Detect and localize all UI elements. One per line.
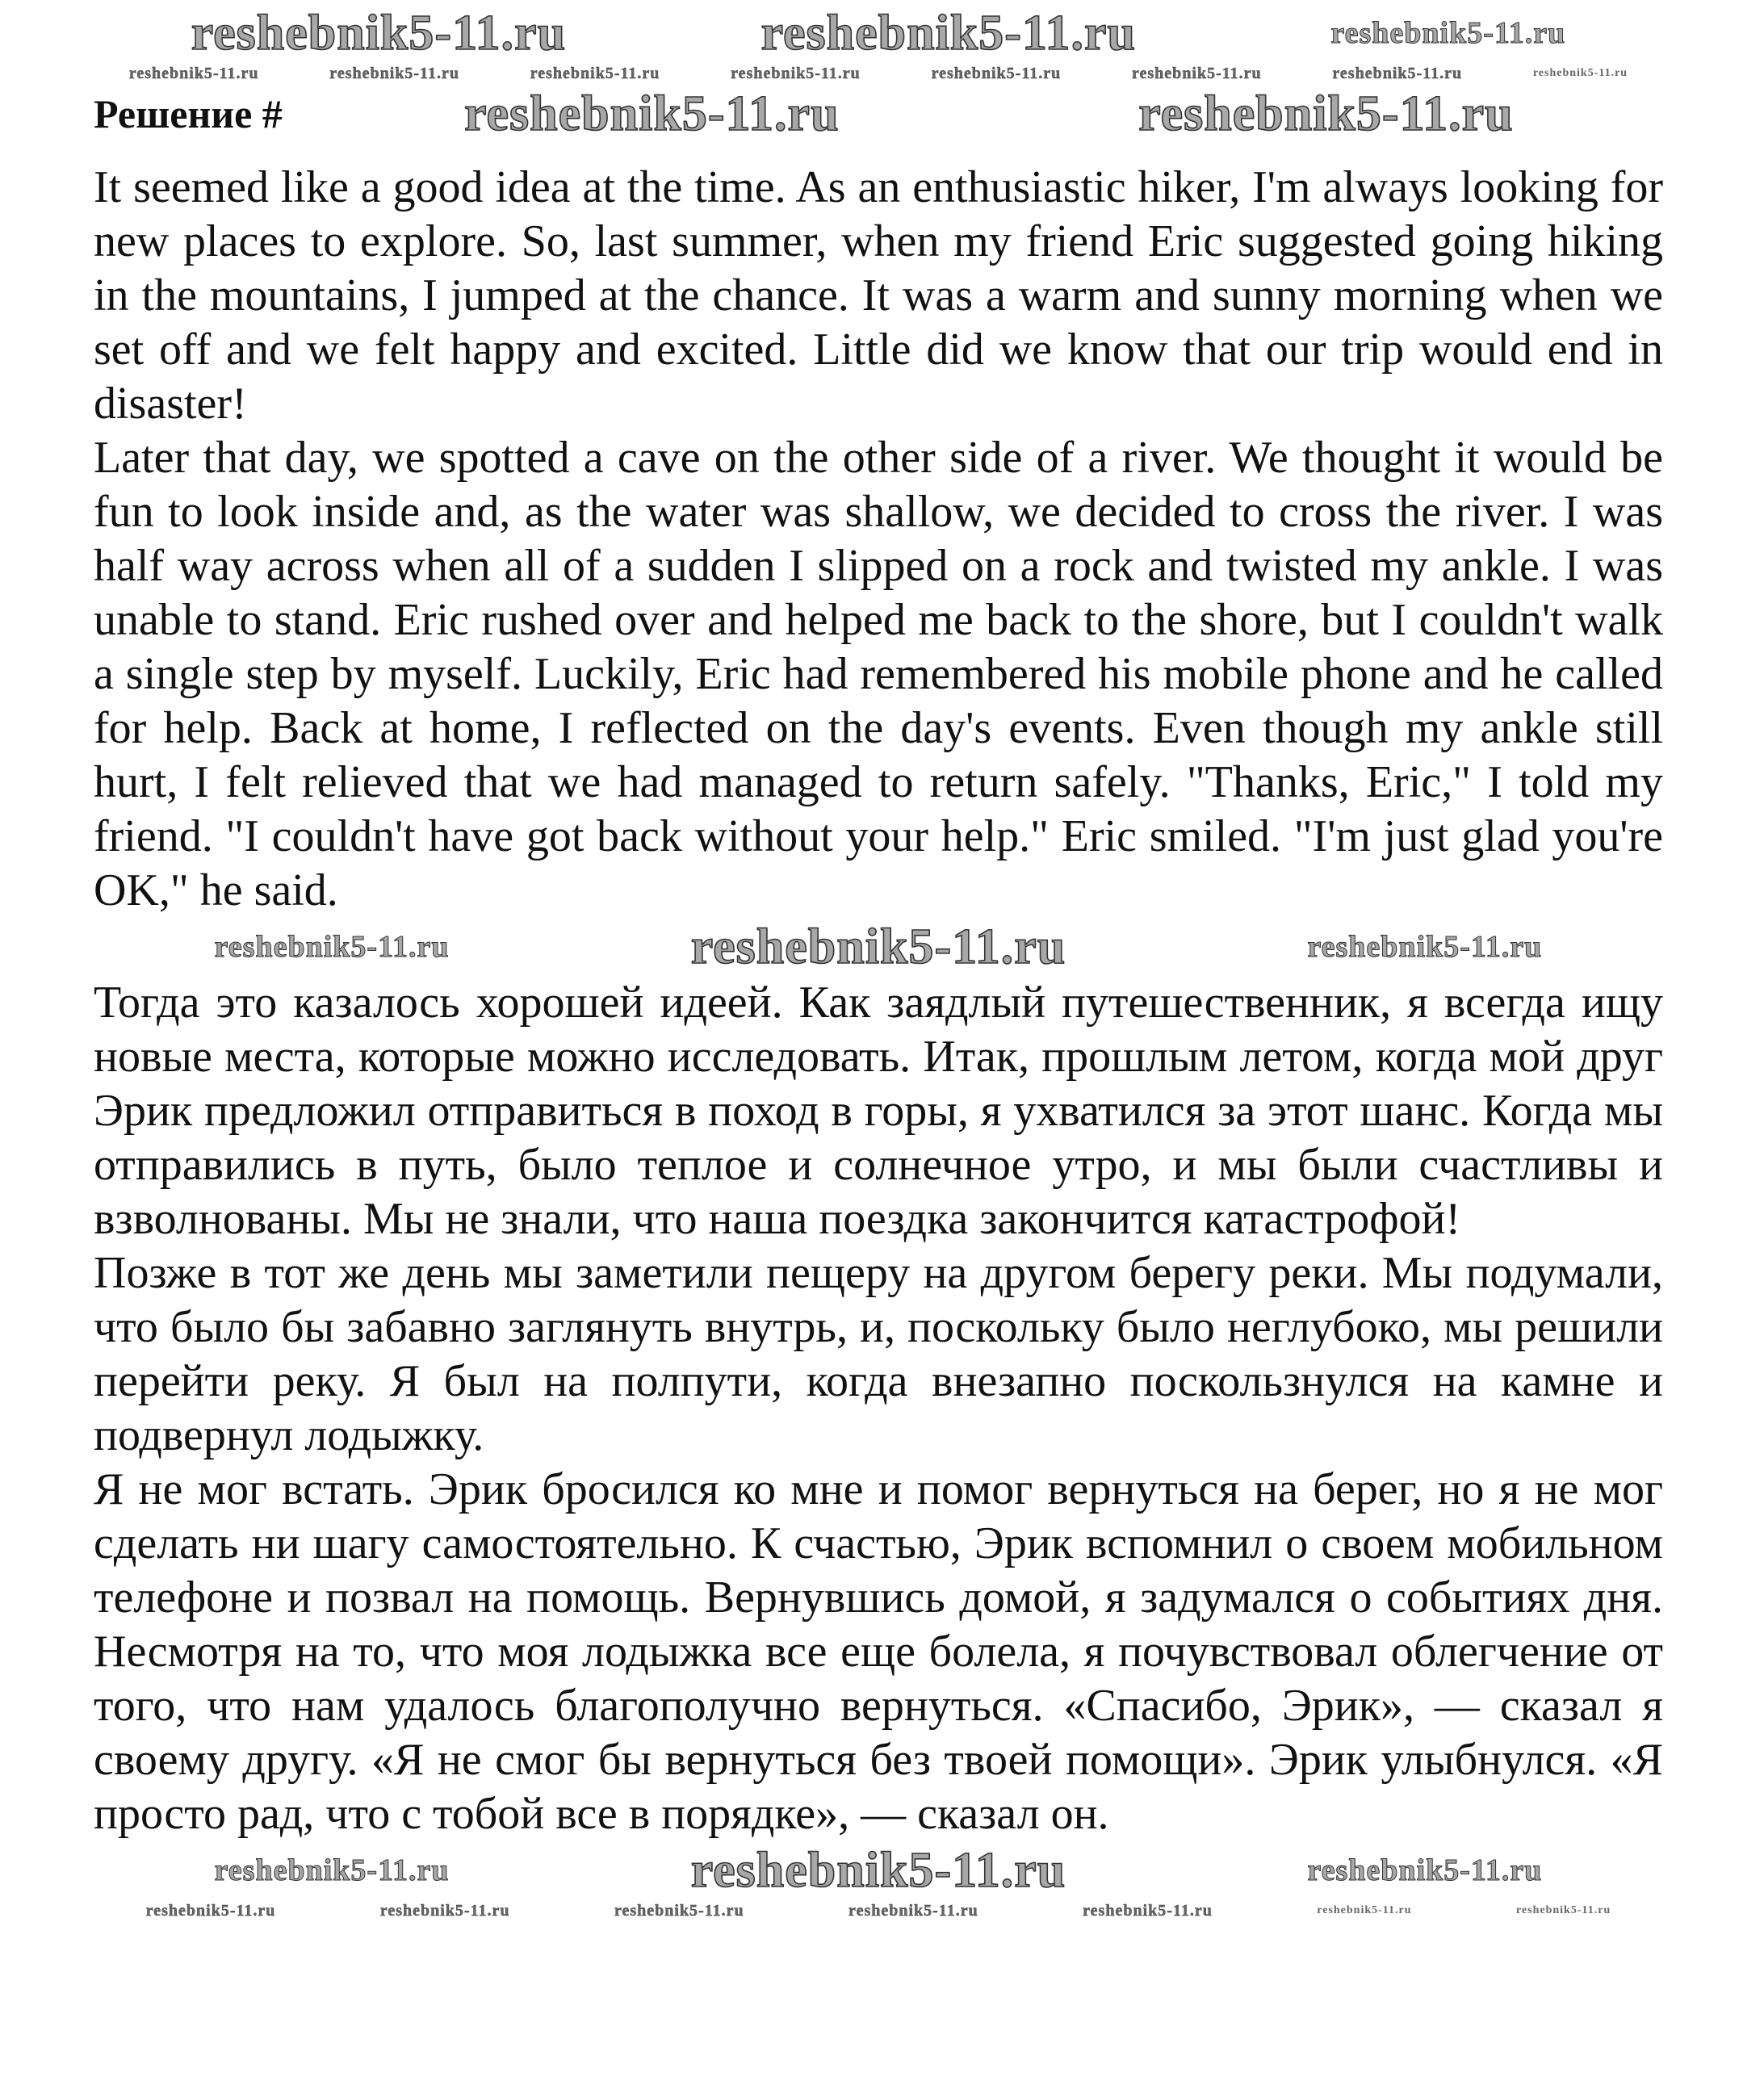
russian-paragraph-2: Позже в тот же день мы заметили пещеру на другом берегу реки. Мы подумали, что было бы забавно заглянуть внутрь, и, поскольку было неглубоко, мы решили перейти реку. Я был на полпути, когда внезапно поскользнулся на камне и подвернул лодыжку.	[94, 1248, 1663, 1460]
solution-heading: Решение #	[94, 91, 283, 136]
english-paragraph-2: Later that day, we spotted a cave on the other side of a river. We thought it would be fun to look inside and, as the water was shallow, we decided to cross the river. I was half way across when all of a sudden I slipped on a rock and twisted my ankle. I was unable to stand. Eric rushed over and helped me back to the shore, but I couldn't walk a single step by myself. Luckily, Eric had remembered his mobile phone and he called for help. Back at home, I reflected on the day's events. Even though my ankle still hurt, I felt relieved that we had managed to return safely. "Thanks, Eric," I told my friend. "I couldn't have got back without your help." Eric smiled. "I'm just glad you're OK," he said.	[94, 433, 1663, 915]
watermark: reshebnik5-11.ru	[731, 65, 861, 82]
watermark-row-top	[94, 4, 1663, 62]
watermark: reshebnik5-11.ru	[1131, 65, 1262, 82]
watermark: reshebnik5-11.ru	[848, 1902, 978, 1920]
watermark: reshebnik5-11.ru	[464, 86, 840, 141]
watermark: reshebnik5-11.ru	[1083, 1902, 1213, 1920]
watermark: reshebnik5-11.ru	[1307, 930, 1543, 964]
watermark: reshebnik5-11.ru	[530, 65, 660, 82]
watermark-row-bottom	[94, 1841, 1663, 1899]
watermark-row-bottom-small	[94, 1899, 1663, 1922]
watermark: reshebnik5-11.ru	[191, 6, 567, 61]
watermark-row-top-small	[94, 62, 1663, 85]
section-gap	[94, 918, 1663, 976]
watermark: reshebnik5-11.ru	[1138, 86, 1514, 141]
russian-paragraph-3: Я не мог встать. Эрик бросился ко мне и помог вернуться на берег, но я не мог сделать ни шагу самостоятельно. К счастью, Эрик вспомнил о своем мобильном телефоне и позвал на помощь. Вернувшись домой, я задумался о событиях дня. Несмотря на то, что моя лодыжка все еще болела, я почувствовал облегчение от того, что нам удалось благополучно вернуться. «Спасибо, Эрик», — сказал я своему другу. «Я не смог бы вернуться без твоей помощи». Эрик улыбнулся. «Я просто рад, что с тобой все в порядке», — сказал он.	[94, 1464, 1663, 1839]
watermark: reshebnik5-11.ru	[690, 1843, 1066, 1898]
watermark: reshebnik5-11.ru	[1332, 65, 1463, 82]
watermark: reshebnik5-11.ru	[128, 65, 259, 82]
watermark: reshebnik5-11.ru	[214, 1853, 450, 1887]
russian-paragraph-1: Тогда это казалось хорошей идеей. Как заядлый путешественник, я всегда ищу новые места, которые можно исследовать. Итак, прошлым летом, когда мой друг Эрик предложил отправиться в поход в горы, я ухватился за этот шанс. Когда мы отправились в путь, было теплое и солнечное утро, и мы были счастливы и взволнованы. Мы не знали, что наша поездка закончится катастрофой!	[94, 978, 1663, 1244]
heading-watermarks	[315, 86, 1663, 142]
watermark: reshebnik5-11.ru	[931, 65, 1062, 82]
watermark: reshebnik5-11.ru	[760, 6, 1137, 61]
watermark: reshebnik5-11.ru	[1307, 1853, 1543, 1887]
watermark: reshebnik5-11.ru	[1317, 1904, 1412, 1916]
watermark: reshebnik5-11.ru	[1330, 16, 1566, 50]
watermark: reshebnik5-11.ru	[379, 1902, 510, 1920]
heading-row	[94, 85, 1663, 143]
document-page	[94, 4, 1663, 1922]
watermark: reshebnik5-11.ru	[690, 919, 1066, 974]
watermark: reshebnik5-11.ru	[214, 930, 450, 964]
watermark: reshebnik5-11.ru	[1515, 1904, 1611, 1916]
watermark: reshebnik5-11.ru	[1532, 67, 1628, 79]
english-paragraph-1: It seemed like a good idea at the time. As an enthusiastic hiker, I'm always looking for new places to explore. So, last summer, when my friend Eric suggested going hiking in the mountains, I jumped at the chance. It was a warm and sunny morning when we set off and we felt happy and excited. Little did we know that our trip would end in disaster!	[94, 162, 1663, 429]
watermark: reshebnik5-11.ru	[614, 1902, 744, 1920]
watermark: reshebnik5-11.ru	[329, 65, 459, 82]
watermark: reshebnik5-11.ru	[145, 1902, 276, 1920]
